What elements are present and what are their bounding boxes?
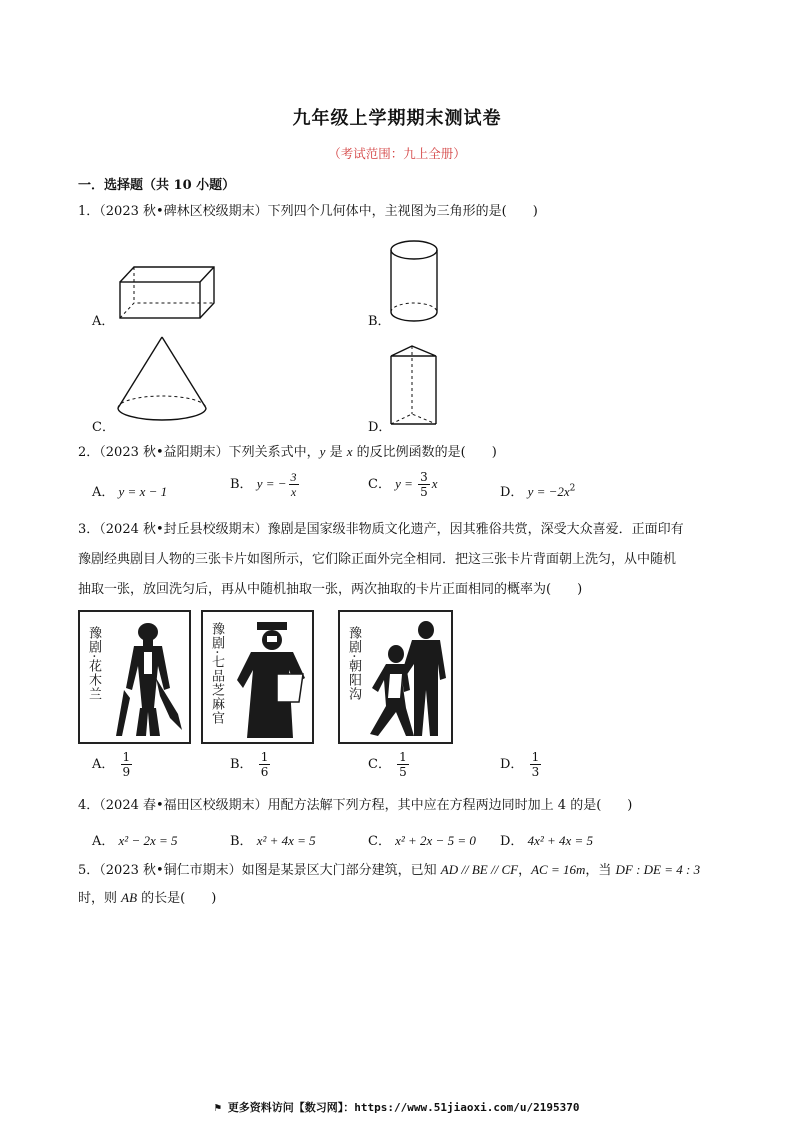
q4-option-d: D． 4x² + 4x = 5 [500, 833, 594, 849]
question-5-stem-line-1: 5．（2023 秋•铜仁市期末）如图是某景区大门部分建筑，已知 AD // BE // CF，AC = 16m，当 DF : DE = 4 : 3 [78, 862, 701, 878]
q3-option-c: C． $\frac{1}{5}$ [368, 750, 407, 779]
q4-option-c: C． x² + 2x − 5 = 0 [368, 833, 476, 849]
q3-option-b: B． $\frac{1}{6}$ [230, 750, 269, 779]
question-5-stem-line-2: 时，则 AB 的长是( ) [78, 890, 217, 906]
opera-card-3: 豫剧·朝阳沟 [338, 610, 453, 744]
q1-option-a-label: A． [92, 314, 115, 329]
q2-option-a: A． y = x − 1 [92, 484, 168, 500]
q2-option-c: C． y = $\frac{3}{5}$ x [368, 470, 438, 499]
opera-card-1: 豫剧·花木兰 [78, 610, 191, 744]
q4-option-b: B． x² + 4x = 5 [230, 833, 316, 849]
cone-figure [114, 334, 210, 426]
q1-option-d-label: D． [368, 420, 392, 435]
q2-option-d: D． $y = -2x^2$ [500, 483, 576, 500]
question-3-stem-line-2: 豫剧经典剧目人物的三张卡片如图所示，它们除正面外完全相同．把这三张卡片背面朝上洗匀，从中随机 [78, 552, 677, 567]
q4-option-a: A． x² − 2x = 5 [92, 833, 178, 849]
question-3-stem-line-1: 3．（2024 秋•封丘县校级期末）豫剧是国家级非物质文化遗产，因其雅俗共赏，深受大众喜爱．正面印有 [78, 522, 684, 537]
cylinder-figure [388, 238, 440, 326]
opera-card-2: 豫剧·七品芝麻官 [201, 610, 314, 744]
triangular-prism-figure [388, 344, 440, 430]
q3-option-a: A． $\frac{1}{9}$ [92, 750, 131, 779]
q1-option-c-label: C． [92, 420, 115, 435]
flag-icon: ⚑ [214, 1101, 222, 1114]
cuboid-figure [118, 264, 218, 322]
section-heading: 一．选择题（共 10 小题） [78, 178, 236, 193]
q2-option-b: B． y = − $\frac{3}{x}$ [230, 470, 297, 499]
footer-link[interactable]: ⚑ 更多资料访问【数习网】：https://www.51jiaoxi.com/u/2195370 [214, 1101, 580, 1114]
question-3-stem-line-3: 抽取一张，放回洗匀后，再从中随机抽取一张，两次抽取的卡片正面相同的概率为( ) [78, 582, 583, 597]
page-subtitle: （考试范围：九上全册） [328, 146, 466, 161]
opera-figure-3 [366, 618, 450, 740]
q1-option-b-label: B． [368, 314, 391, 329]
opera-figure-1 [110, 618, 186, 740]
q3-option-d: D． $\frac{1}{3}$ [500, 750, 540, 779]
question-1-stem: 1．（2023 秋•碑林区校级期末）下列四个几何体中，主视图为三角形的是( ) [78, 204, 538, 219]
question-2-stem: 2．（2023 秋•益阳期末）下列关系式中，y 是 x 的反比例函数的是( ) [78, 444, 497, 460]
question-4-stem: 4．（2024 春•福田区校级期末）用配方法解下列方程，其中应在方程两边同时加上 4 的是( ) [78, 798, 633, 813]
opera-figure-2 [233, 618, 311, 740]
page-title: 九年级上学期期末测试卷 [292, 108, 502, 129]
